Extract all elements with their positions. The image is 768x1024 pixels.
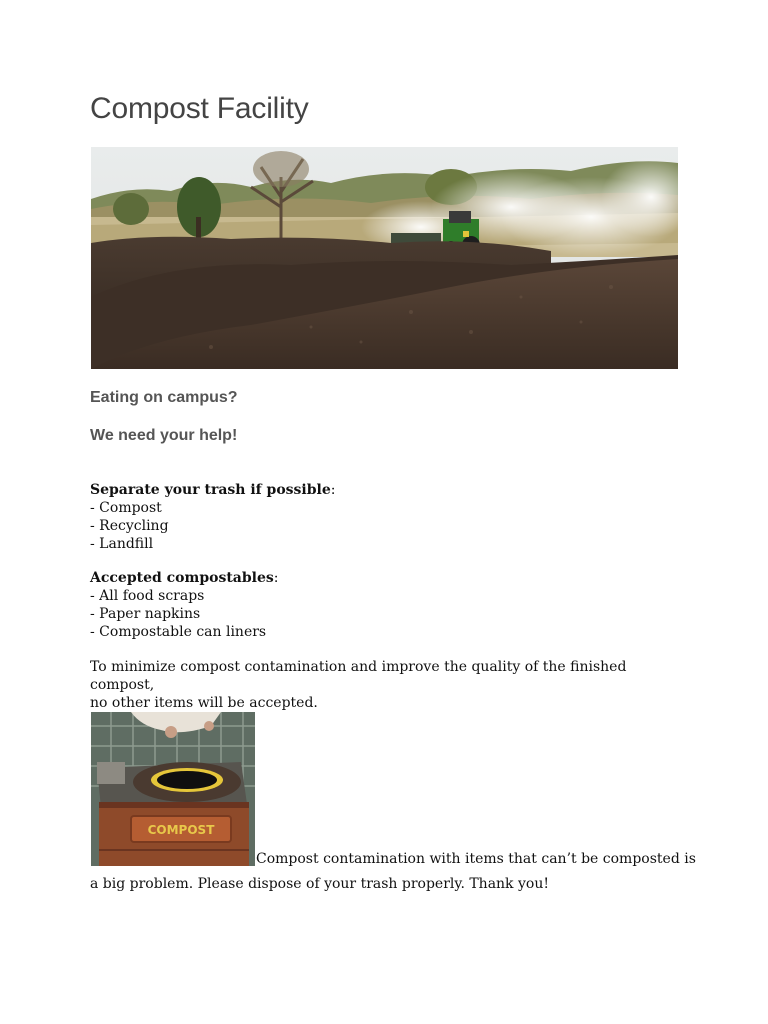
list-item: - Compostable can liners: [90, 624, 267, 640]
list-item: - Paper napkins: [90, 606, 201, 622]
page-title: Compost Facility: [90, 92, 309, 125]
separate-trash-list: [90, 481, 690, 553]
accepted-heading: [90, 569, 690, 587]
notice-line-1: To minimize compost contamination and improve the quality of the finished compost,: [90, 659, 627, 693]
separate-heading: [90, 481, 690, 499]
contamination-notice: [90, 658, 680, 712]
compost-bin-photo: [91, 712, 255, 866]
accepted-label: Accepted compostables: [90, 570, 274, 586]
compost-windrows-photo: [91, 147, 678, 369]
accepted-colon: :: [273, 570, 279, 586]
separate-colon: :: [330, 482, 336, 498]
list-item: - All food scraps: [90, 588, 205, 604]
notice-line-2: no other items will be accepted.: [90, 695, 318, 711]
subhead-we-need-help: We need your help!: [90, 427, 238, 444]
list-item: - Landfill: [90, 536, 154, 552]
closing-line-1: Compost contamination with items that can’t be composted is: [256, 851, 696, 867]
list-item: - Compost: [90, 500, 162, 516]
subhead-eating-on-campus: Eating on campus?: [90, 389, 238, 406]
accepted-compostables-list: [90, 569, 690, 641]
closing-line-2: a big problem. Please dispose of your trash properly. Thank you!: [90, 876, 549, 892]
list-item: - Recycling: [90, 518, 169, 534]
bin-sign-label: COMPOST: [147, 823, 215, 837]
separate-label: Separate your trash if possible: [90, 482, 331, 498]
